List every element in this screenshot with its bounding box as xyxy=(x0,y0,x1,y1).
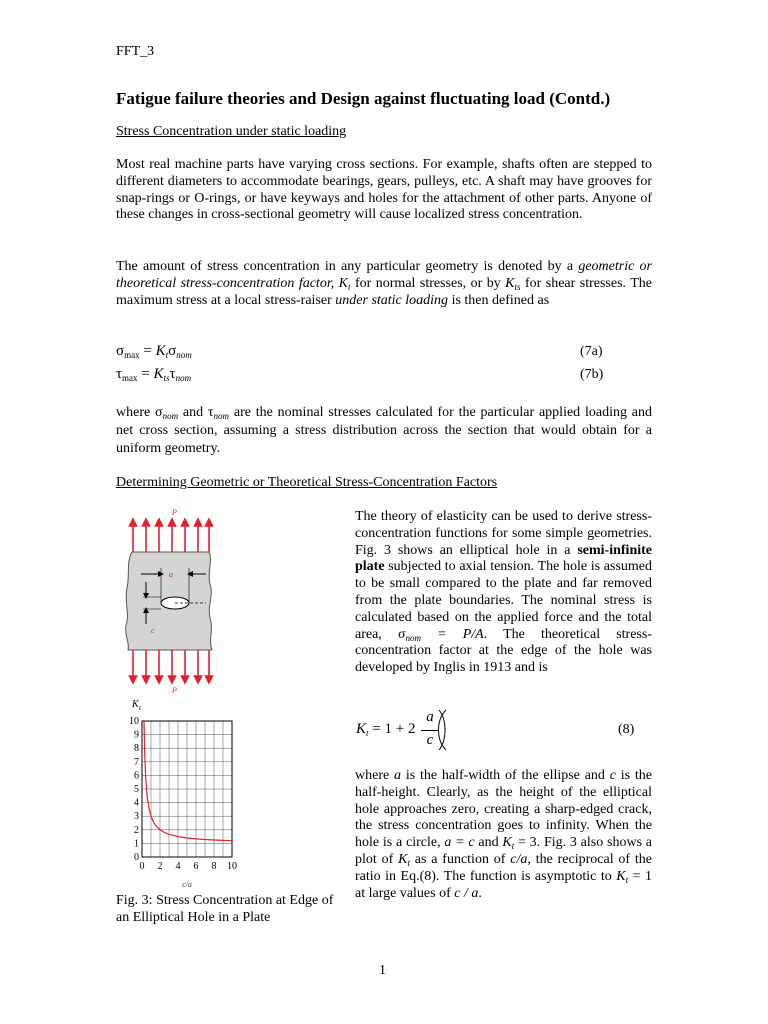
paragraph-nominal-stresses: where $\sigma_{nom}$ and $\tau_{nom}$ are the nominal stresses calculated for the particular applied loading and net cross section, assuming a stress distribution across the section that would obtain for a uniform geometry. xyxy=(116,405,652,456)
equation-8: $K_t = 1 + 2$ xyxy=(356,721,416,738)
x-tick-label: 8 xyxy=(211,861,217,872)
y-axis-label: K xyxy=(132,699,139,710)
top-load-arrows xyxy=(133,522,209,552)
equation-7a-number: (7a) xyxy=(580,344,603,359)
x-axis-label: c/a xyxy=(182,880,192,889)
y-tick-label: 9 xyxy=(134,729,139,741)
dimension-a-label: a xyxy=(169,570,173,579)
equation-8-right-paren xyxy=(437,708,449,752)
load-label-top: P xyxy=(172,508,177,517)
y-tick-label: 3 xyxy=(134,811,139,823)
x-tick-label: 4 xyxy=(175,861,181,872)
y-tick-label: 6 xyxy=(134,770,139,782)
y-tick-label: 4 xyxy=(134,797,139,809)
kt-chart xyxy=(116,692,246,892)
load-label-bottom: P xyxy=(172,686,177,695)
x-tick-label: 0 xyxy=(139,861,145,872)
equation-7b-number: (7b) xyxy=(580,367,604,382)
equation-8-number: (8) xyxy=(618,722,635,737)
y-tick-label: 5 xyxy=(134,784,139,795)
equation-7a: $\sigma_{max} = K_t\sigma_{nom}$ xyxy=(116,343,192,360)
equation-8-denominator: c xyxy=(426,732,434,748)
y-tick-label: 7 xyxy=(134,756,139,768)
section-heading-static-loading: Stress Concentration under static loading xyxy=(116,124,347,139)
x-tick-label: 2 xyxy=(157,861,163,872)
paragraph-elasticity-theory: The theory of elasticity can be used to derive stress-concentration functions for some simple geometries. Fig. 3 shows an elliptical hole in a semi-infinite plate subjected to axial tension. The hole is assumed to be small compared to the plate and far removed from the plate boundaries. The nominal stress is calculated based on the applied force and the total area, $\sigma_{nom} = P/A$. The theoretical stress-concentration factor at the edge of the hole was developed by Inglis in 1913 and is xyxy=(355,509,652,676)
plate-figure xyxy=(116,500,246,700)
y-tick-label: 0 xyxy=(134,852,139,863)
x-tick-label: 6 xyxy=(193,861,199,872)
paragraph-intro: Most real machine parts have varying cross sections. For example, shafts often are stepped to different diameters to accommodate bearings, gears, pulleys, etc. A shaft may have grooves for snap-rings or O-rings, or have keyways and holes for the attachment of other parts. Anyone of these changes in cross-sectional geometry will cause localized stress concentration. xyxy=(116,157,652,223)
y-tick-label: 8 xyxy=(134,743,139,755)
y-tick-label: 2 xyxy=(134,824,139,836)
equation-7b: $\tau_{max} = K_{ts}\tau_{nom}$ xyxy=(116,366,192,383)
page-number: 1 xyxy=(379,963,386,978)
equation-8-numerator: a xyxy=(426,709,434,725)
x-tick-label: 10 xyxy=(227,861,237,872)
figure-caption: Fig. 3: Stress Concentration at Edge of an Elliptical Hole in a Plate xyxy=(116,893,334,925)
bottom-load-arrows xyxy=(133,650,209,680)
y-tick-label: 10 xyxy=(129,716,139,727)
y-tick-label: 1 xyxy=(134,838,139,850)
document-code: FFT_3 xyxy=(116,44,155,59)
page-title: Fatigue failure theories and Design against fluctuating load (Contd.) xyxy=(116,89,611,108)
section-heading-determining-factors: Determining Geometric or Theoretical Stress-Concentration Factors xyxy=(116,475,498,490)
paragraph-kt-definition: The amount of stress concentration in any particular geometry is denoted by a geometric or theoretical stress-concentration factor, $K_t$ for normal stresses, or by $K_{ts}$ for shear stresses. The maximum stress at a local stress-raiser under static loading is then defined as xyxy=(116,259,652,308)
y-axis-label-subscript: t xyxy=(139,704,141,712)
dimension-c-label: c xyxy=(151,626,155,635)
paragraph-ellipse-explanation: where a is the half-width of the ellipse and c is the half-height. Clearly, as the height of the elliptical hole approaches zero, creating a sharp-edged crack, the stress concentration goes to infinity. When the hole is a circle, a = c and $K_t = 3$. Fig. 3 also shows a plot of $K_t$ as a function of c/a, the reciprocal of the ratio in Eq.(8). The function is asymptotic to $K_t = 1$ at large values of c / a. xyxy=(355,768,653,901)
kt-curve xyxy=(144,721,232,841)
